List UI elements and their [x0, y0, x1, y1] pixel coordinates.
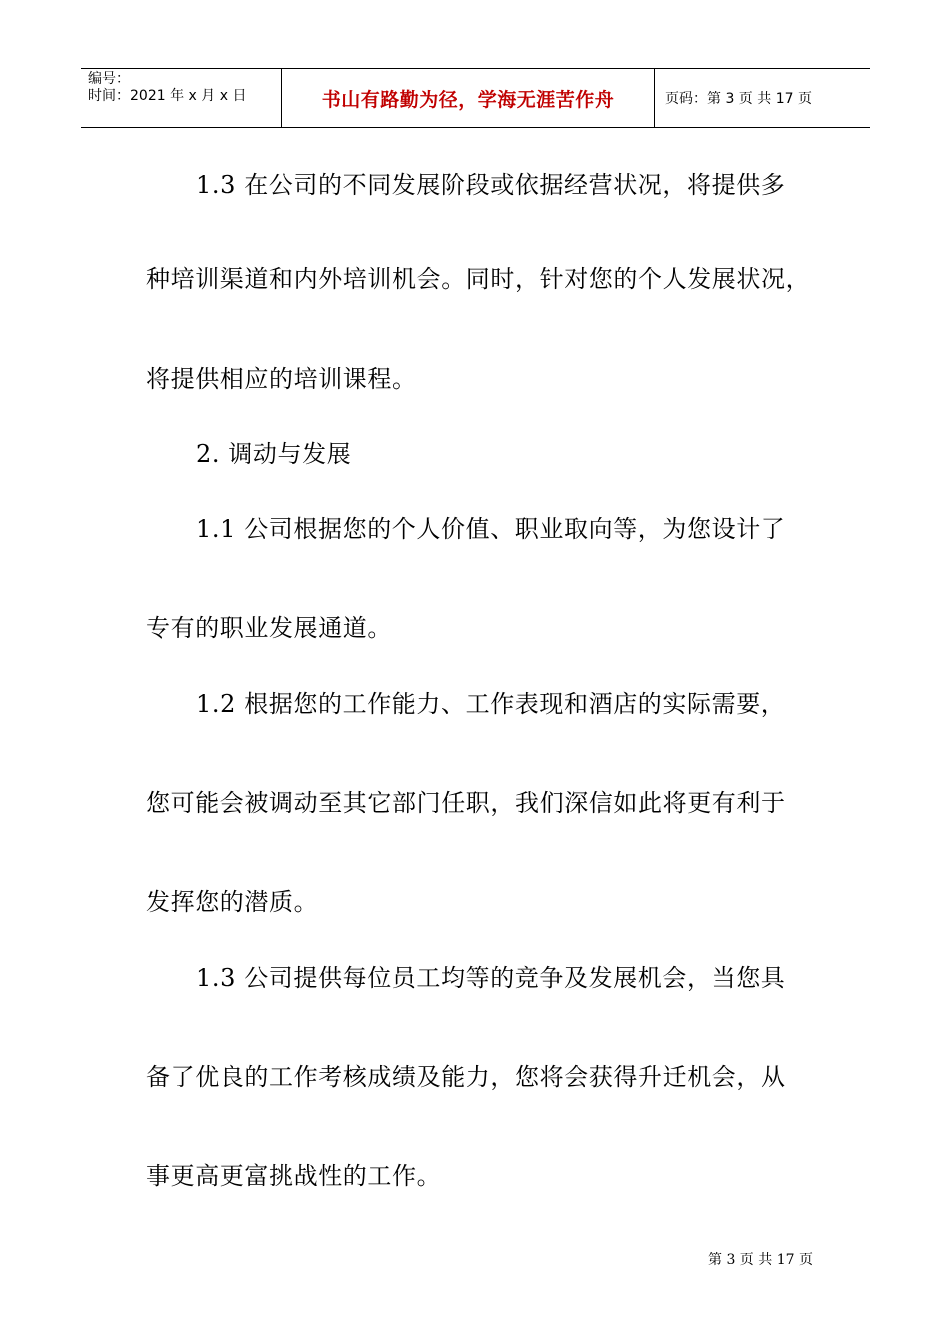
- header-motto: 书山有路勤为径，学海无涯苦作舟: [282, 69, 655, 127]
- page-footer: 第 3 页 共 17 页: [708, 1252, 813, 1268]
- header-page-info: 页码：第 3 页 共 17 页: [665, 91, 812, 107]
- paragraph-line: 备了优良的工作考核成绩及能力，您将会获得升迁机会，从: [146, 1063, 786, 1091]
- paragraph-line: 专有的职业发展通道。: [146, 614, 392, 642]
- header-meta-cell: [81, 69, 282, 127]
- paragraph-line: 发挥您的潜质。: [146, 888, 319, 916]
- paragraph-line: 1.1 公司根据您的个人价值、职业取向等，为您设计了: [196, 515, 786, 543]
- header-date: 时间：2021 年 x 月 x 日: [88, 88, 247, 104]
- page-header: [81, 68, 870, 128]
- paragraph-line: 1.3 公司提供每位员工均等的竞争及发展机会，当您具: [196, 964, 786, 992]
- paragraph-line: 您可能会被调动至其它部门任职，我们深信如此将更有利于: [146, 789, 786, 817]
- section-heading: 2. 调动与发展: [196, 440, 352, 468]
- header-number-label: 编号：: [88, 71, 130, 87]
- paragraph-line: 种培训渠道和内外培训机会。同时，针对您的个人发展状况，: [146, 265, 811, 293]
- paragraph-line: 事更高更富挑战性的工作。: [146, 1162, 442, 1190]
- paragraph-line: 1.2 根据您的工作能力、工作表现和酒店的实际需要，: [196, 690, 786, 718]
- paragraph-line: 将提供相应的培训课程。: [146, 365, 417, 393]
- paragraph-line: 1.3 在公司的不同发展阶段或依据经营状况，将提供多: [196, 171, 786, 199]
